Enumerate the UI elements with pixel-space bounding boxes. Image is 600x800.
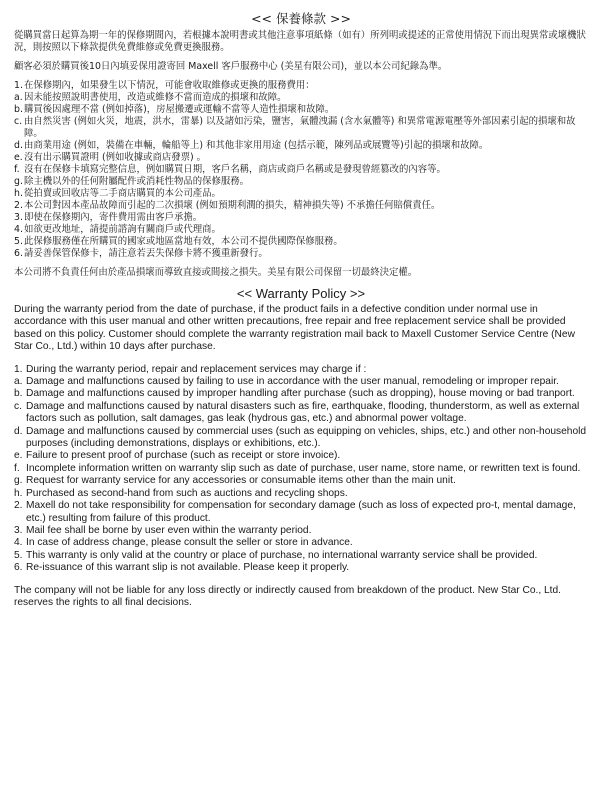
- list-item: d. Damage and malfunctions caused by commercial uses (such as equipping on vehicles, ships, etc.) and other non-household purposes (including demonstrations, displays or exhibitions, etc.).: [14, 425, 587, 450]
- list-item: 2. 本公司對因本產品故障而引起的二次損壞 (例如預期利潤的損失，精神損失等) 不承擔任何賠償責任。: [14, 200, 441, 211]
- list-item: b. 購買後因處理不當 (例如掉落)，房屋搬遷或運輸不當等人造性損壞和故障。: [14, 104, 335, 115]
- list-item: h. 從拍賣或回收店等二手商店購買的本公司產品。: [14, 188, 221, 199]
- list-item: f. Incomplete information written on warranty slip such as date of purchase, user name, store name, or rewritten text is found.: [14, 462, 581, 474]
- english-terms-list: [14, 364, 588, 575]
- chinese-intro: 從購買當日起算為期一年的保修期間內，若根據本說明書或其他注意事項紙條（如有）所列明或提述的正常使用情況下而出現異常或壞機狀況，則按照以下條款提供免費維修或免費更換服務。: [14, 30, 586, 53]
- english-footer: The company will not be liable for any loss directly or indirectly caused from breakdown of the product. New Star Co., Ltd. reserves the rights to all final decisions.: [14, 584, 561, 608]
- list-item: 6. 請妥善保管保修卡，請注意若丟失保修卡將不獲重新發行。: [14, 248, 268, 259]
- list-item: 6. Re-issuance of this warrant slip is not available. Please keep it properly.: [14, 562, 350, 574]
- list-item: 4. In case of address change, please consult the seller or store in advance.: [14, 537, 353, 549]
- list-item: f. 沒有在保修卡填寫完整信息，例如購買日期，客戶名稱，商店或商戶名稱或是發現曾經篡改的內容等。: [14, 164, 446, 175]
- english-section: [14, 285, 588, 609]
- list-item: e. 沒有出示購買證明 (例如收據或商店發票) 。: [14, 152, 207, 163]
- list-item: b. Damage and malfunctions caused by improper handling after purchase (such as dropping), house moving or bad tranport.: [14, 388, 575, 400]
- list-item: 4. 如欲更改地址，請提前諮詢有關商戶或代理商。: [14, 224, 221, 235]
- list-item: c. Damage and malfunctions caused by natural disasters such as fire, earthquake, flooding, thunderstorm, as well as external factors such as pollution, salt damages, gas leak (hydrous gas, etc.) and abnormal power voltage.: [14, 400, 580, 425]
- chinese-section: [14, 10, 588, 279]
- chinese-footer: 本公司將不負責任何由於產品損壞而導致直接或間接之損失。美星有限公司保留一切最終決定權。: [14, 267, 418, 278]
- chinese-title: << 保養條款 >>: [251, 11, 351, 26]
- list-item: 3. 即使在保修期內，寄件費用需由客戶承擔。: [14, 212, 203, 223]
- list-item: g. Request for warranty service for any accessories or consumable items other than the main unit.: [14, 475, 456, 487]
- list-item: a. 因未能按照說明書使用，改造或維修不當而造成的損壞和故障。: [14, 92, 287, 103]
- list-item: 1. 在保修期內，如果發生以下情況，可能會收取維修或更換的服務費用：: [14, 80, 315, 91]
- list-item: 1. During the warranty period, repair and replacement services may charge if :: [14, 363, 367, 375]
- list-item: 5. This warranty is only valid at the country or place of purchase, no international warranty service shall be provided.: [14, 549, 538, 561]
- list-item: h. Purchased as second-hand from such as auctions and recycling shops.: [14, 487, 348, 499]
- chinese-terms-list: [14, 80, 588, 260]
- list-item: e. Failure to present proof of purchase (such as receipt or store invoice).: [14, 450, 341, 462]
- chinese-registration-note: 顧客必須於購買後10日內填妥保用證寄回 Maxell 客戶服務中心 (美星有限公司)，並以本公司紀錄為準。: [14, 61, 448, 72]
- list-item: 3. Mail fee shall be borne by user even within the warranty period.: [14, 524, 312, 536]
- list-item: g. 除主機以外的任何附屬配件或消耗性物品的保修服務。: [14, 176, 250, 187]
- english-intro: During the warranty period from the date of purchase, if the product fails in a defective condition under normal use in accordance with this user manual and other written precautions, free repair and free replacement service shall be provided based on this policy. Customer should complete the warranty registration mail back to Maxell Customer Service Centre (New Star Co., Ltd.) within 10 days after purchase.: [14, 304, 575, 353]
- list-item: 2. Maxell do not take responsibility for compensation for secondary damage (such as loss of expected pro-t, mental damage, etc.) resulting from failure of this product.: [14, 500, 576, 524]
- list-item: c. 由自然災害 (例如火災，地震，洪水，雷暴) 以及諸如污染，鹽害，氣體洩漏 (含水氣體等) 和異常電源電壓等外部因素引起的損壞和故障。: [14, 116, 576, 139]
- list-item: d. 由商業用途 (例如，裝備在車輛，輪船等上) 和其他非家用用途 (包括示範，陳列品或展覽等)引起的損壞和故障。: [14, 140, 489, 151]
- list-item: a. Damage and malfunctions caused by failing to use in accordance with the user manual, remodeling or improper repair.: [14, 376, 559, 388]
- list-item: 5. 此保修服務僅在所購買的國家或地區當地有效，本公司不提供國際保修服務。: [14, 236, 343, 247]
- english-title: << Warranty Policy >>: [236, 286, 366, 301]
